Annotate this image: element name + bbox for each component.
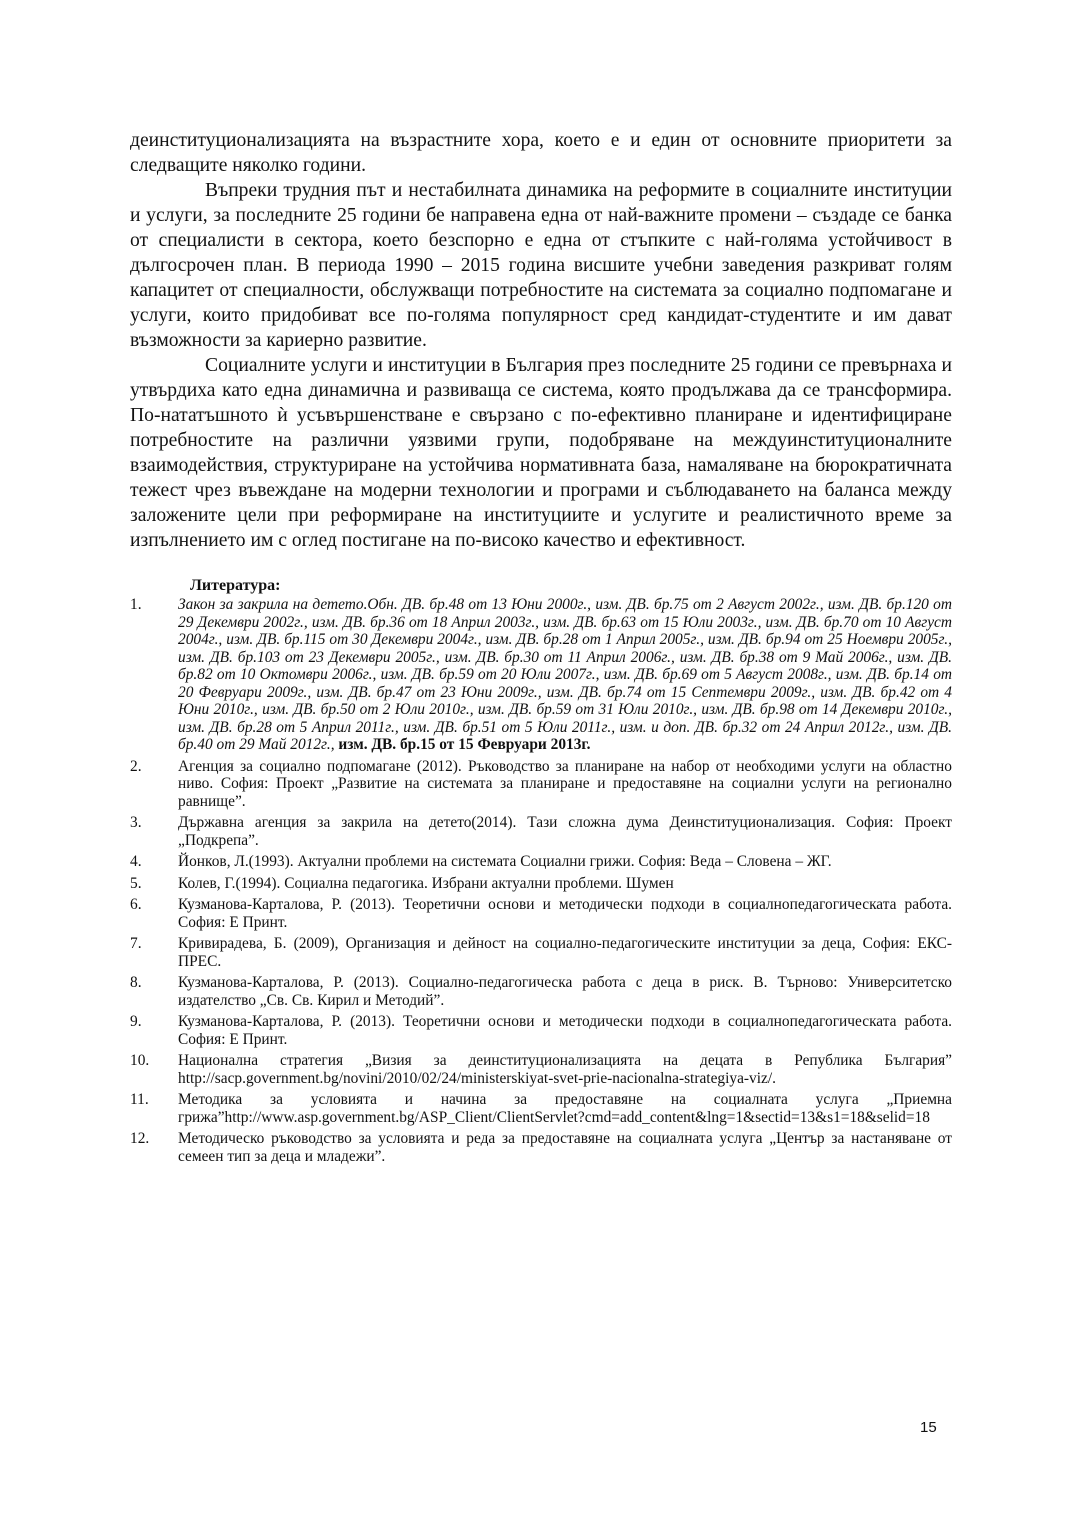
reference-number: 4. xyxy=(130,853,142,870)
reference-number: 8. xyxy=(130,974,142,991)
reference-item xyxy=(130,1130,952,1165)
reference-number: 5. xyxy=(130,874,142,892)
reference-item xyxy=(130,1013,952,1048)
reference-number: 6. xyxy=(130,896,142,913)
reference-text: Методика за условията и начина за предоставяне на социалната услуга „Приемна грижа”http://www.asp.government.bg/ASP_Client/ClientServlet?cmd=add_content&lng=1&sectid=13&s1=18&selid=18 xyxy=(178,1091,952,1126)
reference-number: 7. xyxy=(130,935,142,952)
body-paragraph: деинституционализацията на възрастните хора, което е и един от основните приоритети за следващите няколко години. xyxy=(130,130,952,176)
reference-item xyxy=(130,596,952,754)
reference-text: Кривирадева, Б. (2009), Организация и дейност на социално-педагогическите институции за деца, София: ЕКС-ПРЕС. xyxy=(178,935,952,970)
literature-heading: Литература: xyxy=(190,577,281,594)
reference-text: Методическо ръководство за условията и реда за предоставяне на социалната услуга „Център за настаняване от семеен тип за деца и младежи”. xyxy=(178,1130,952,1165)
reference-text: Кузманова-Карталова, Р. (2013). Социално-педагогическа работа с деца в риск. В. Търново: Университетско издателство „Св. Св. Кирил и Методий”. xyxy=(178,974,952,1009)
reference-number: 12. xyxy=(130,1130,150,1147)
references-list xyxy=(130,596,952,1165)
reference-text: Национална стратегия „Визия за деинституционализацията на децата в Република България” http://sacp.government.bg/novini/2010/02/24/ministerskiyat-svet-prie-nacionalna-strategiya-viz/. xyxy=(178,1052,952,1087)
page-number: 15 xyxy=(920,1419,937,1436)
reference-item xyxy=(130,935,952,970)
reference-text: Колев, Г.(1994). Социална педагогика. Избрани актуални проблеми. Шумен xyxy=(178,874,674,892)
reference-text: Йонков, Л.(1993). Актуални проблеми на системата Социални грижи. София: Веда – Словена – ЖГ. xyxy=(178,853,832,870)
body-paragraph: Въпреки трудния път и нестабилната динамика на реформите в социалните институции и услуги, за последните 25 години бе направена една от най-важните промени – създаде се банка от специалисти в сектора, което безспорно е една от стъпките с най-голяма устойчивост в дългосрочен план. В периода 1990 – 2015 година висшите учебни заведения разкриват голям капацитет от специалности, обслужващи потребностите на системата за социално подпомагане и услуги, които придобиват все по-голяма популярност сред кандидат-студентите и им дават възможности за кариерно развитие. xyxy=(130,180,952,351)
reference-text: Държавна агенция за закрила на детето(2014). Тази сложна дума Деинституционализация. София: Проект „Подкрепа”. xyxy=(178,814,952,849)
body-paragraph: Социалните услуги и институции в България през последните 25 години се превърнаха и утвърдиха като една динамична и развиваща се система, която продължава да се трансформира. По-нататъшното ѝ усъвършенстване е свързано с по-ефективно планиране и идентифициране потребностите на различни уязвими групи, подобряване на междуинституционалните взаимодействия, структуриране на устойчива нормативната база, намаляване на бюрократичната тежест чрез въвеждане на модерни технологии и програми и съблюдаването на баланса между заложените цели при реформиране на институциите и услугите и реалистичното време за изпълнението им с оглед постигане на по-високо качество и ефективност. xyxy=(130,355,952,551)
reference-number: 9. xyxy=(130,1013,142,1030)
document-page xyxy=(130,128,952,1169)
reference-item xyxy=(130,1091,952,1126)
reference-bold-tail: изм. ДВ. бр.15 от 15 Февруари 2013г. xyxy=(338,736,591,753)
reference-item xyxy=(130,875,952,893)
reference-text: Кузманова-Карталова, Р. (2013). Теоретични основи и методически подходи в социалнопедагогическата работа. София: Е Принт. xyxy=(178,896,952,931)
reference-number: 1. xyxy=(130,596,142,613)
reference-item xyxy=(130,853,952,871)
reference-item xyxy=(130,896,952,931)
reference-text: Закон за закрила на детето.Обн. ДВ. бр.48 от 13 Юни 2000г., изм. ДВ. бр.75 от 2 Август 2002г., изм. ДВ. бр.120 от 29 Декември 2002г., изм. ДВ. бр.36 от 18 Април 2003г., изм. ДВ. бр.63 от 15 Юли 2003г., изм. ДВ. бр.70 от 10 Август 2004г., изм. ДВ. бр.115 от 30 Декември 2004г., изм. ДВ. бр.28 от 1 Април 2005г., изм. ДВ. бр.94 от 25 Ноември 2005г., изм. ДВ. бр.103 от 23 Декември 2005г., изм. ДВ. бр.30 от 11 Април 2006г., изм. ДВ. бр.38 от 9 Май 2006г., изм. ДВ. бр.82 от 10 Октомври 2006г., изм. ДВ. бр.59 от 20 Юли 2007г., изм. ДВ. бр.69 от 5 Август 2008г., изм. ДВ. бр.14 от 20 Февруари 2009г., изм. ДВ. бр.47 от 23 Юни 2009г., изм. ДВ. бр.74 от 15 Септември 2009г., изм. ДВ. бр.42 от 4 Юни 2010г., изм. ДВ. бр.50 от 2 Юли 2010г., изм. ДВ. бр.59 от 31 Юли 2010г., изм. ДВ. бр.98 от 14 Декември 2010г., изм. ДВ. бр.28 от 5 Април 2011г., изм. ДВ. бр.51 от 5 Юли 2011г., изм. и доп. ДВ. бр.32 от 24 Април 2012г., изм. ДВ. бр.40 от 29 Май 2012г., xyxy=(178,596,952,753)
reference-number: 10. xyxy=(130,1052,150,1069)
reference-number: 3. xyxy=(130,814,142,831)
reference-item xyxy=(130,1052,952,1087)
reference-number: 11. xyxy=(130,1091,149,1108)
reference-item xyxy=(130,814,952,849)
reference-item xyxy=(130,974,952,1009)
reference-text: Агенция за социално подпомагане (2012). Ръководство за планиране на набор от необходими услуги на областно ниво. София: Проект „Развитие на системата за планиране и предоставяне на социални услуги на регионално равнище”. xyxy=(178,757,952,810)
reference-text: Кузманова-Карталова, Р. (2013). Теоретични основи и методически подходи в социалнопедагогическата работа. София: Е Принт. xyxy=(178,1013,952,1048)
reference-item xyxy=(130,758,952,811)
reference-number: 2. xyxy=(130,757,142,775)
